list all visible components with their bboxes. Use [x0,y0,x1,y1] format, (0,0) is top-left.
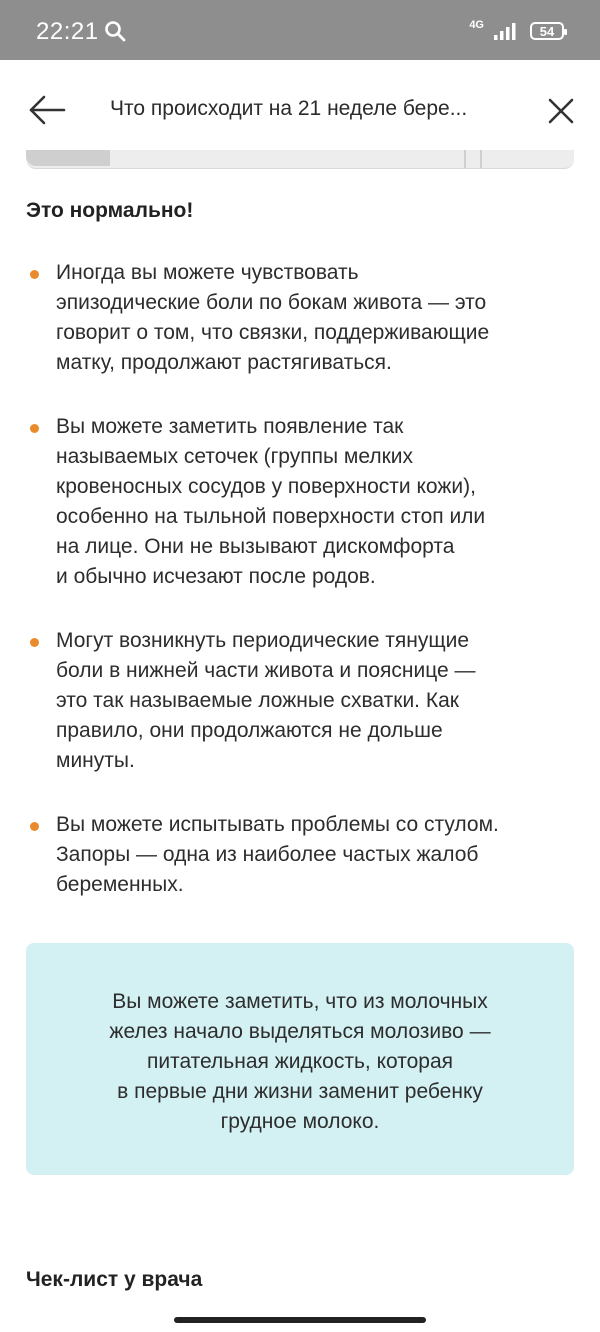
list-item-line: Могут возникнуть периодические тянущие [56,629,470,652]
battery-icon [530,22,564,40]
list-item-line: боли в нижней части живота и пояснице — [56,659,476,682]
network-label: 4G [469,18,484,31]
battery-level: 54 [539,23,555,39]
list-item-line: матку, продолжают растягиваться. [56,351,392,374]
page-title: Что происходит на 21 неделе бере... [110,97,468,120]
list-item-line: Иногда вы можете чувствовать [56,261,359,284]
section-heading-checklist: Чек-лист у врача [26,1268,203,1291]
list-item [26,258,586,378]
list-item [26,626,586,776]
home-indicator[interactable] [174,1317,426,1323]
search-icon [104,20,126,42]
list-item-line: правило, они продолжаются не дольше [56,719,443,742]
list-item-line: называемых сеточек (группы мелких [56,445,413,468]
status-time: 22:21 [36,18,99,45]
list-item-line: это так называемые ложные схватки. Как [56,689,459,712]
list-item-line: и обычно исчезают после родов. [56,565,376,588]
list-item-line: Вы можете заметить появление так [56,415,404,438]
list-item-line: эпизодические боли по бокам живота — это [56,291,487,314]
list-item-line: минуты. [56,749,135,772]
list-item [26,810,586,900]
bullet-dot-icon [30,638,39,647]
info-line: в первые дни жизни заменит ребенку [117,1080,483,1103]
list-item-line: Вы можете испытывать проблемы со стулом. [56,813,499,836]
status-bar [0,0,600,60]
card-divider [464,150,466,168]
card-divider [480,150,482,168]
card-image [26,150,110,166]
previous-card [26,150,574,169]
arrow-left-icon[interactable] [28,94,66,126]
bullet-dot-icon [30,822,39,831]
bullet-dot-icon [30,270,39,279]
section-heading-normal: Это нормально! [26,199,194,222]
close-icon[interactable] [546,96,576,126]
list-item-line: особенно на тыльной поверхности стоп или [56,505,486,528]
list-item-line: Запоры — одна из наиболее частых жалоб [56,843,479,866]
info-callout [26,943,574,1175]
list-item-line: говорит о том, что связки, поддерживающие [56,321,490,344]
info-line: желез начало выделяться молозиво — [109,1020,491,1043]
list-item-line: на лице. Они не вызывают дискомфорта [56,535,455,558]
list-item [26,412,586,592]
signal-icon [492,21,522,41]
app-header [0,60,600,162]
list-item-line: кровеносных сосудов у поверхности кожи), [56,475,476,498]
info-line: питательная жидкость, которая [146,1050,454,1073]
symptom-list [26,258,586,900]
info-callout-text [56,987,544,1137]
bullet-dot-icon [30,424,39,433]
info-line: Вы можете заметить, что из молочных [112,990,488,1013]
status-indicators [469,18,564,44]
info-line: грудное молоко. [220,1110,380,1133]
list-item-line: беременных. [56,873,184,896]
